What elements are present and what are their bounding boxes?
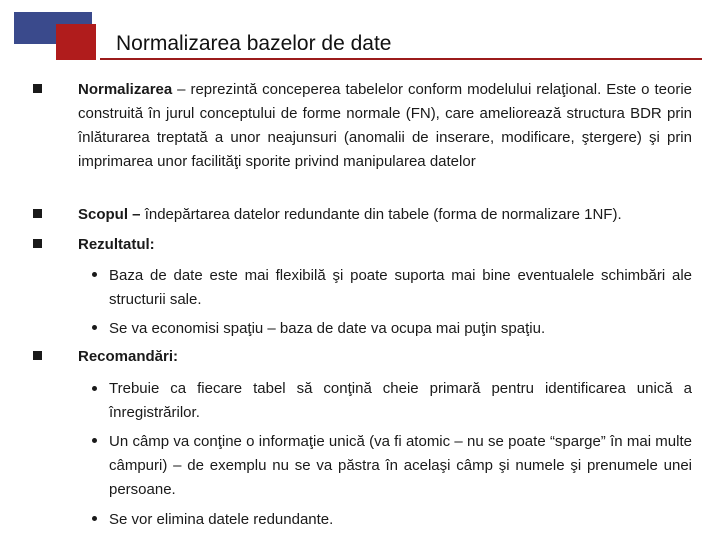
header-decoration-red (56, 24, 96, 60)
bullet-text: reprezintă conceperea tabelelor conform modelului relaţional. Este o teorie construită în jurul conceptului de forme normale (FN), care ameliorează structura BDR prin înlăturarea treptată a unor neajunsuri (anomalii de inserare, modificare, ştergere) şi prin imprimarea unor facilităţi sporite privind manipularea datelor (78, 81, 692, 170)
bullet-square-icon (33, 351, 42, 360)
sub-bullet-item: Se va economisi spaţiu – baza de date va ocupa mai puţin spaţiu. (109, 320, 546, 337)
bullet-item (78, 233, 692, 257)
bullet-square-icon (33, 239, 42, 248)
bullet-lead: Rezultatul: (78, 236, 155, 253)
sub-bullet-dot-icon (92, 386, 97, 391)
bullet-item (78, 203, 692, 227)
sub-bullet-dot-icon (92, 272, 97, 277)
sub-bullet-item: Un câmp va conţine o informaţie unică (va fi atomic – nu se poate “sparge” în mai multe câmpuri) – de exemplu nu se va păstra în acelaşi câmp şi numele şi prenumele unei persoane. (109, 433, 692, 498)
sub-bullet-dot-icon (92, 516, 97, 521)
bullet-lead: Normalizarea (78, 81, 173, 98)
sub-bullet-item: Se vor elimina datele redundante. (109, 511, 334, 528)
sub-bullet-item: Baza de date este mai flexibilă şi poate suporta mai bine eventualele schimbări ale structurii sale. (109, 267, 692, 308)
bullet-lead: Scopul – (78, 206, 141, 223)
sub-bullet-dot-icon (92, 438, 97, 443)
bullet-square-icon (33, 84, 42, 93)
bullet-separator: – (172, 81, 191, 98)
bullet-item (78, 345, 692, 369)
slide-title: Normalizarea bazelor de date (116, 32, 392, 55)
bullet-item (78, 78, 692, 174)
bullet-square-icon (33, 209, 42, 218)
bullet-text: îndepărtarea datelor redundante din tabele (forma de normalizare 1NF). (144, 206, 622, 223)
sub-bullet-item: Trebuie ca fiecare tabel să conţină cheie primară pentru identificarea unică a înregistrărilor. (109, 380, 692, 421)
title-underline (100, 58, 702, 60)
sub-bullet-dot-icon (92, 325, 97, 330)
bullet-lead: Recomandări: (78, 348, 179, 365)
